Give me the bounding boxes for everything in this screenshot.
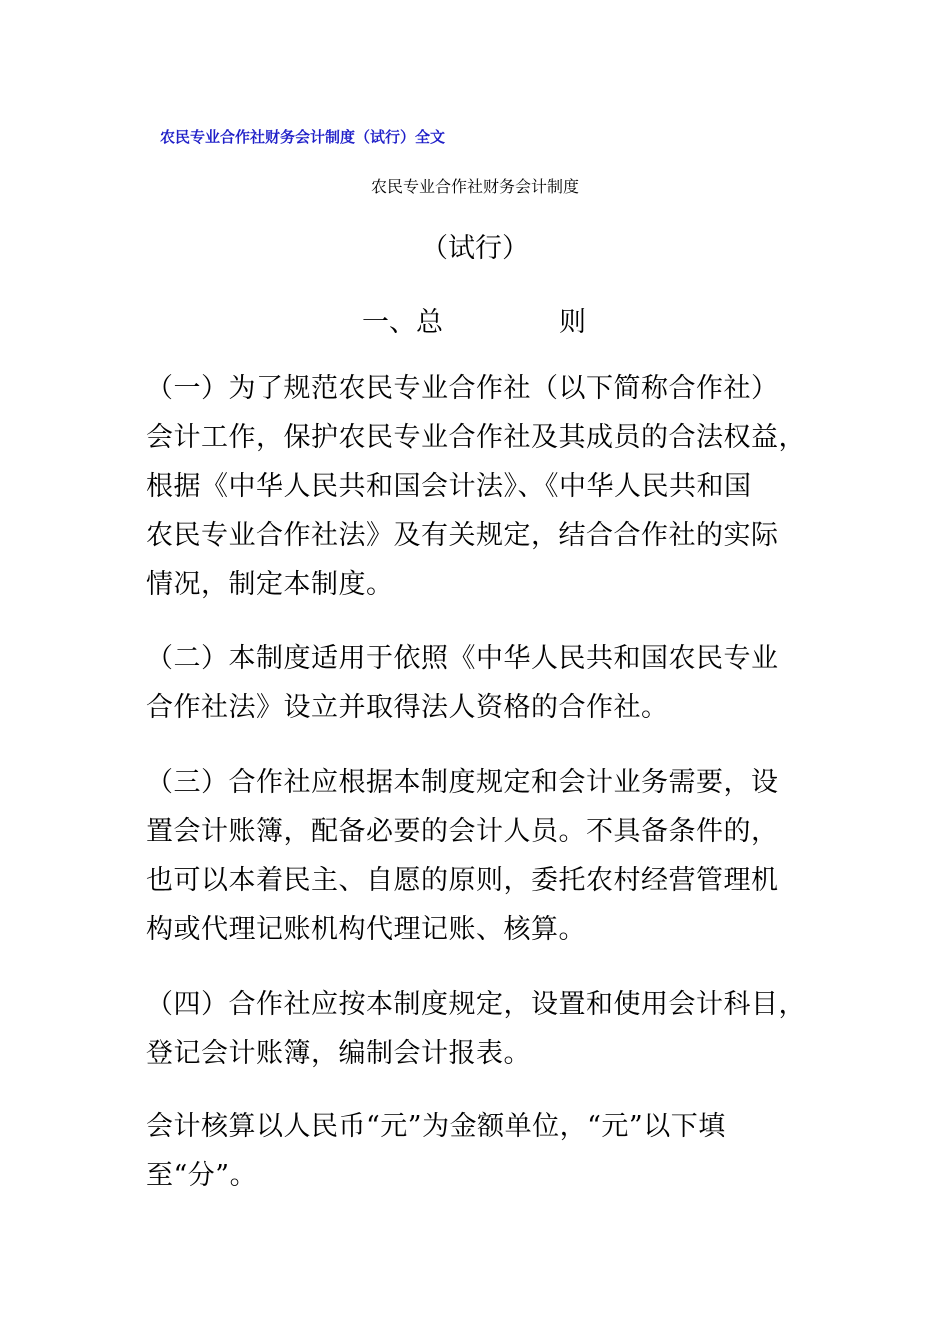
paragraph-line: 根据《中华人民共和国会计法》、《中华人民共和国 bbox=[146, 471, 752, 502]
paragraph-2 bbox=[146, 634, 818, 732]
paragraph-line: 农民专业合作社法》及有关规定，结合合作社的实际 bbox=[146, 520, 779, 551]
paragraph-line: 会计工作，保护农民专业合作社及其成员的合法权益， bbox=[146, 422, 806, 453]
paragraph-line: （一）为了规范农民专业合作社（以下简称合作社） bbox=[146, 373, 779, 404]
paragraph-line: 会计核算以人民币“元”为金额单位，“元”以下填 bbox=[146, 1111, 726, 1142]
paragraph-4 bbox=[146, 980, 818, 1078]
document-trial-label: （试行） bbox=[421, 233, 529, 264]
chapter-heading-prefix: 一、总 bbox=[362, 307, 443, 338]
paragraph-line: （三）合作社应根据本制度规定和会计业务需要，设 bbox=[146, 767, 779, 798]
paragraph-line: 至“分”。 bbox=[146, 1160, 258, 1191]
paragraph-3 bbox=[146, 758, 818, 954]
paragraph-line: 构或代理记账机构代理记账、核算。 bbox=[146, 914, 586, 945]
chapter-heading bbox=[362, 300, 586, 339]
paragraph-line: （二）本制度适用于依照《中华人民共和国农民专业 bbox=[146, 643, 779, 674]
paragraph-line: 合作社法》设立并取得法人资格的合作社。 bbox=[146, 692, 669, 723]
paragraph-line: 也可以本着民主、自愿的原则，委托农村经营管理机 bbox=[146, 865, 779, 896]
paragraph-line: 登记会计账簿，编制会计报表。 bbox=[146, 1038, 531, 1069]
paragraph-line: （四）合作社应按本制度规定，设置和使用会计科目， bbox=[146, 989, 806, 1020]
document-subtitle: 农民专业合作社财务会计制度 bbox=[370, 177, 579, 196]
paragraph-1 bbox=[146, 364, 818, 609]
document-link-title[interactable]: 农民专业合作社财务会计制度（试行）全文 bbox=[160, 128, 446, 146]
chapter-heading-suffix: 则 bbox=[559, 307, 586, 338]
paragraph-line: 情况，制定本制度。 bbox=[146, 569, 394, 600]
paragraph-5 bbox=[146, 1102, 818, 1200]
paragraph-line: 置会计账簿，配备必要的会计人员。不具备条件的， bbox=[146, 816, 779, 847]
